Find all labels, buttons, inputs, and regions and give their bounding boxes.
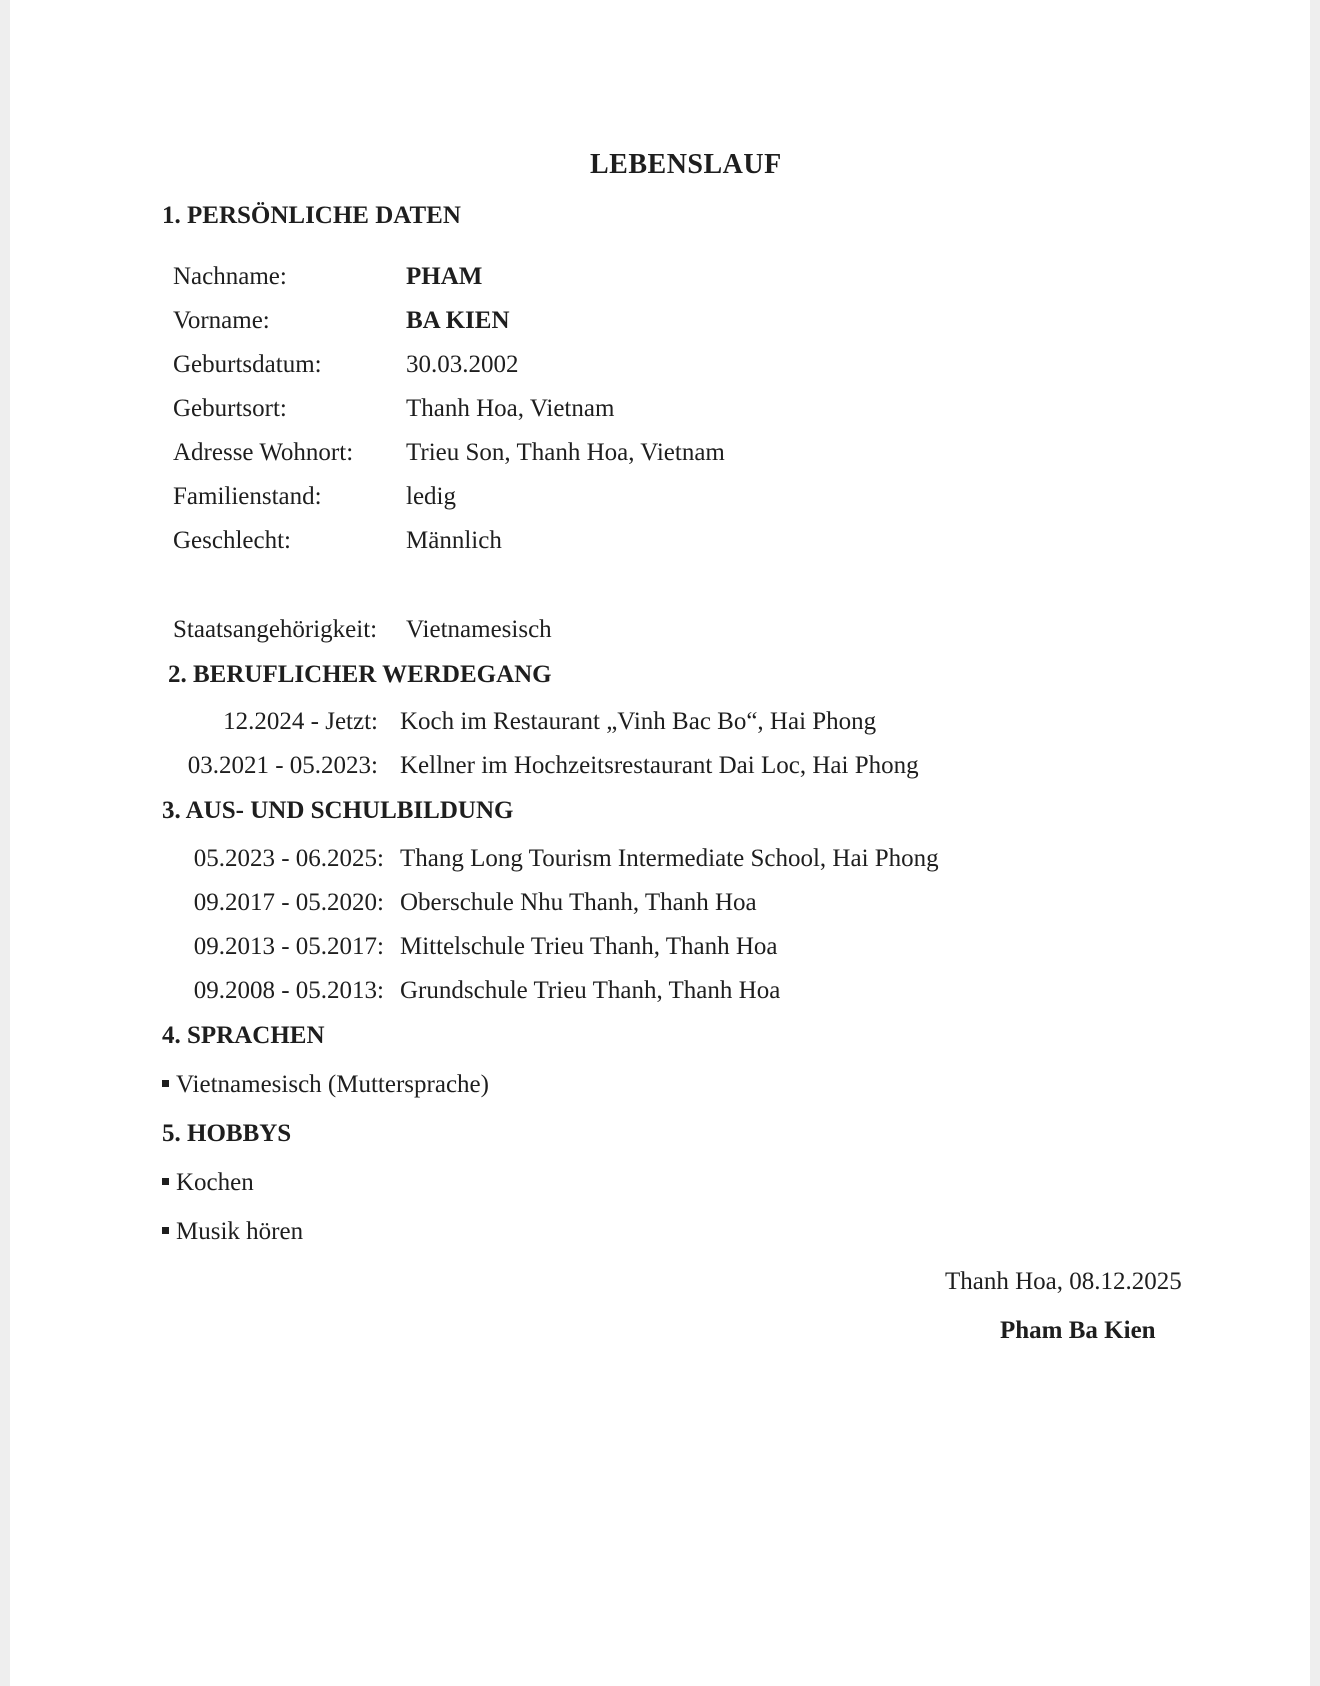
personal-label-marital-status: Familienstand:: [173, 483, 322, 510]
bullet-icon: [162, 1178, 169, 1185]
personal-value-birthplace: Thanh Hoa, Vietnam: [406, 395, 615, 422]
career-period: 12.2024 - Jetzt:: [223, 708, 378, 735]
personal-value-nationality: Vietnamesisch: [406, 616, 552, 643]
personal-label-birthdate: Geburtsdatum:: [173, 351, 322, 378]
personal-value-birthdate: 30.03.2002: [406, 351, 519, 378]
personal-value-gender: Männlich: [406, 527, 502, 554]
education-description: Thang Long Tourism Intermediate School, Hai Phong: [400, 845, 939, 872]
personal-label-gender: Geschlecht:: [173, 527, 292, 554]
section-heading-career: 2. BERUFLICHER WERDEGANG: [168, 661, 552, 688]
section-heading-education: 3. AUS- UND SCHULBILDUNG: [162, 797, 514, 824]
career-description: Kellner im Hochzeitsrestaurant Dai Loc, Hai Phong: [400, 752, 919, 779]
education-period: 05.2023 - 06.2025:: [193, 845, 384, 872]
education-description: Grundschule Trieu Thanh, Thanh Hoa: [400, 977, 781, 1004]
personal-label-birthplace: Geburtsort:: [173, 395, 287, 422]
education-description: Oberschule Nhu Thanh, Thanh Hoa: [400, 889, 757, 916]
bullet-icon: [162, 1080, 169, 1087]
personal-label-nationality: Staatsangehörigkeit:: [173, 616, 378, 643]
section-heading-personal: 1. PERSÖNLICHE DATEN: [162, 202, 461, 229]
personal-label-address: Adresse Wohnort:: [173, 439, 354, 466]
education-period: 09.2008 - 05.2013:: [193, 977, 384, 1004]
document-title: LEBENSLAUF: [590, 149, 782, 180]
career-description: Koch im Restaurant „Vinh Bac Bo“, Hai Phong: [400, 708, 877, 735]
personal-label-firstname: Vorname:: [173, 307, 270, 334]
hobby-item-text: Kochen: [176, 1169, 254, 1196]
language-item: [162, 1070, 489, 1100]
language-item-text: Vietnamesisch (Muttersprache): [176, 1071, 489, 1098]
career-period: 03.2021 - 05.2023:: [187, 752, 378, 779]
education-period: 09.2013 - 05.2017:: [193, 933, 384, 960]
hobby-item-text: Musik hören: [176, 1218, 304, 1245]
personal-label-lastname: Nachname:: [173, 263, 287, 290]
bullet-icon: [162, 1227, 169, 1234]
personal-value-marital-status: ledig: [406, 483, 456, 510]
closing-signature-name: Pham Ba Kien: [1000, 1317, 1156, 1344]
section-heading-languages: 4. SPRACHEN: [162, 1022, 325, 1049]
education-description: Mittelschule Trieu Thanh, Thanh Hoa: [400, 933, 778, 960]
closing-place-date: Thanh Hoa, 08.12.2025: [945, 1268, 1182, 1295]
personal-value-firstname: BA KIEN: [406, 307, 510, 334]
hobby-item: [162, 1217, 303, 1247]
section-heading-hobbies: 5. HOBBYS: [162, 1120, 292, 1147]
document-page: [10, 0, 1310, 1686]
personal-value-lastname: PHAM: [406, 263, 483, 290]
education-period: 09.2017 - 05.2020:: [193, 889, 384, 916]
hobby-item: [162, 1168, 254, 1198]
personal-value-address: Trieu Son, Thanh Hoa, Vietnam: [406, 439, 725, 466]
